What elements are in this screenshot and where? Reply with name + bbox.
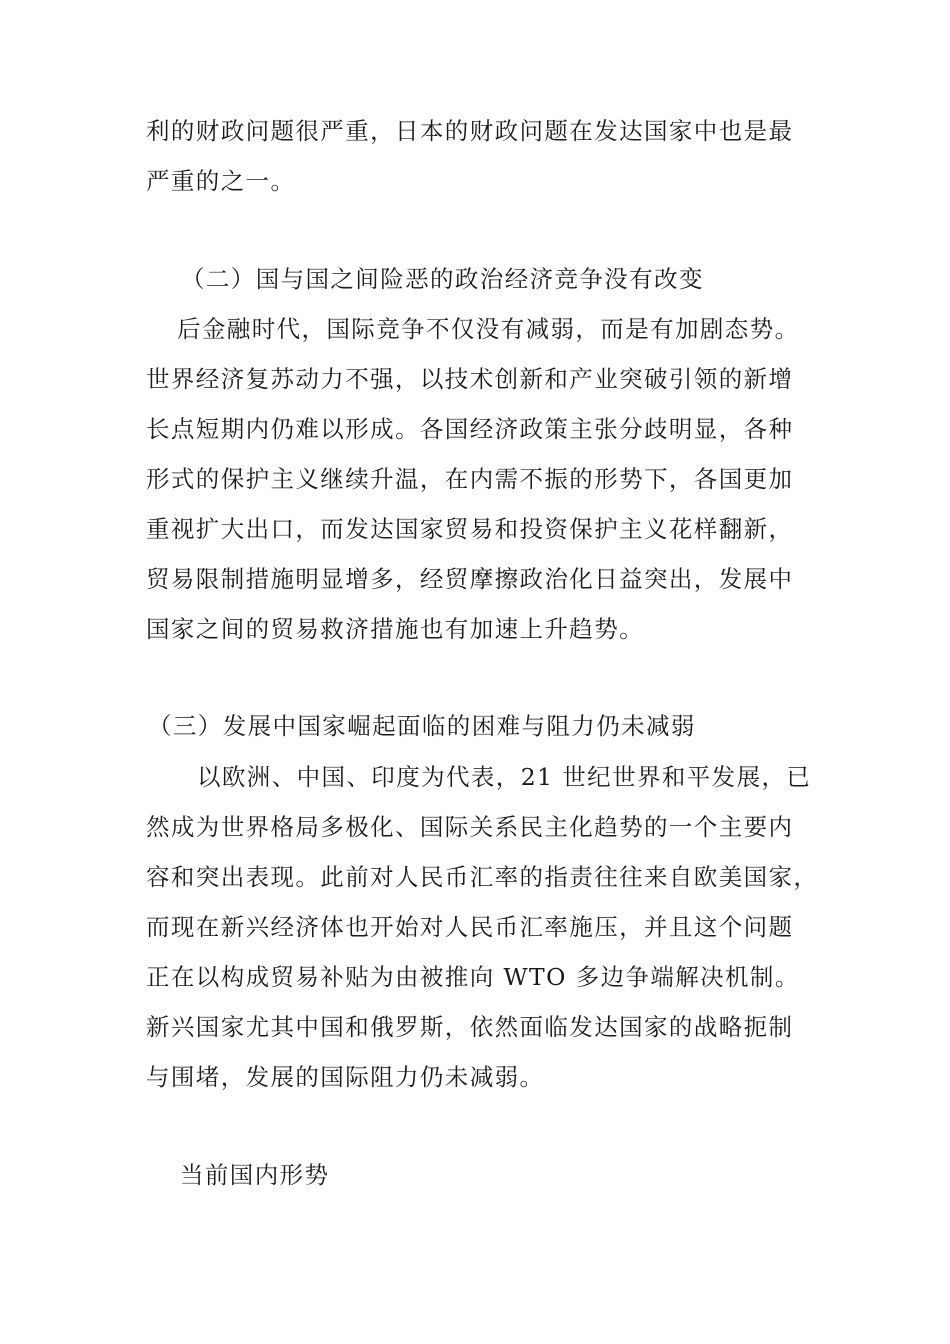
paragraph-3-line-4: 而现在新兴经济体也开始对人民币汇率施压，并且这个问题 (146, 913, 794, 941)
paragraph-2-line-5: 重视扩大出口，而发达国家贸易和投资保护主义花样翻新， (146, 515, 794, 543)
paragraph-3-line-5: 正在以构成贸易补贴为由被推向 WTO 多边争端解决机制。 (146, 963, 800, 991)
section-heading-domestic: 当前国内形势 (180, 1161, 330, 1189)
paragraph-2-line-6: 贸易限制措施明显增多，经贸摩擦政治化日益突出，发展中 (146, 565, 794, 593)
paragraph-3-line-1: 以欧洲、中国、印度为代表，21 世纪世界和平发展，已 (197, 763, 812, 791)
section-heading-3: （三）发展中国家崛起面临的困难与阻力仍未减弱 (148, 712, 696, 740)
paragraph-2-line-7: 国家之间的贸易救济措施也有加速上升趋势。 (146, 615, 644, 643)
paragraph-3-line-7: 与围堵，发展的国际阻力仍未减弱。 (146, 1063, 545, 1091)
paragraph-2-line-4: 形式的保护主义继续升温，在内需不振的形势下，各国更加 (146, 465, 794, 493)
paragraph-2-line-3: 长点短期内仍难以形成。各国经济政策主张分歧明显，各种 (146, 415, 794, 443)
paragraph-2-line-2: 世界经济复苏动力不强，以技术创新和产业突破引领的新增 (146, 365, 794, 393)
paragraph-3-line-6: 新兴国家尤其中国和俄罗斯，依然面临发达国家的战略扼制 (146, 1013, 794, 1041)
paragraph-1-line-2: 严重的之一。 (146, 167, 296, 195)
paragraph-3-line-3: 容和突出表现。此前对人民币汇率的指责往往来自欧美国家， (146, 863, 819, 891)
paragraph-3-line-2: 然成为世界格局多极化、国际关系民主化趋势的一个主要内 (146, 813, 794, 841)
paragraph-2-line-1: 后金融时代，国际竞争不仅没有减弱，而是有加剧态势。 (177, 315, 800, 343)
paragraph-1-line-1: 利的财政问题很严重，日本的财政问题在发达国家中也是最 (146, 117, 794, 145)
section-heading-2: （二）国与国之间险恶的政治经济竞争没有改变 (181, 265, 704, 293)
